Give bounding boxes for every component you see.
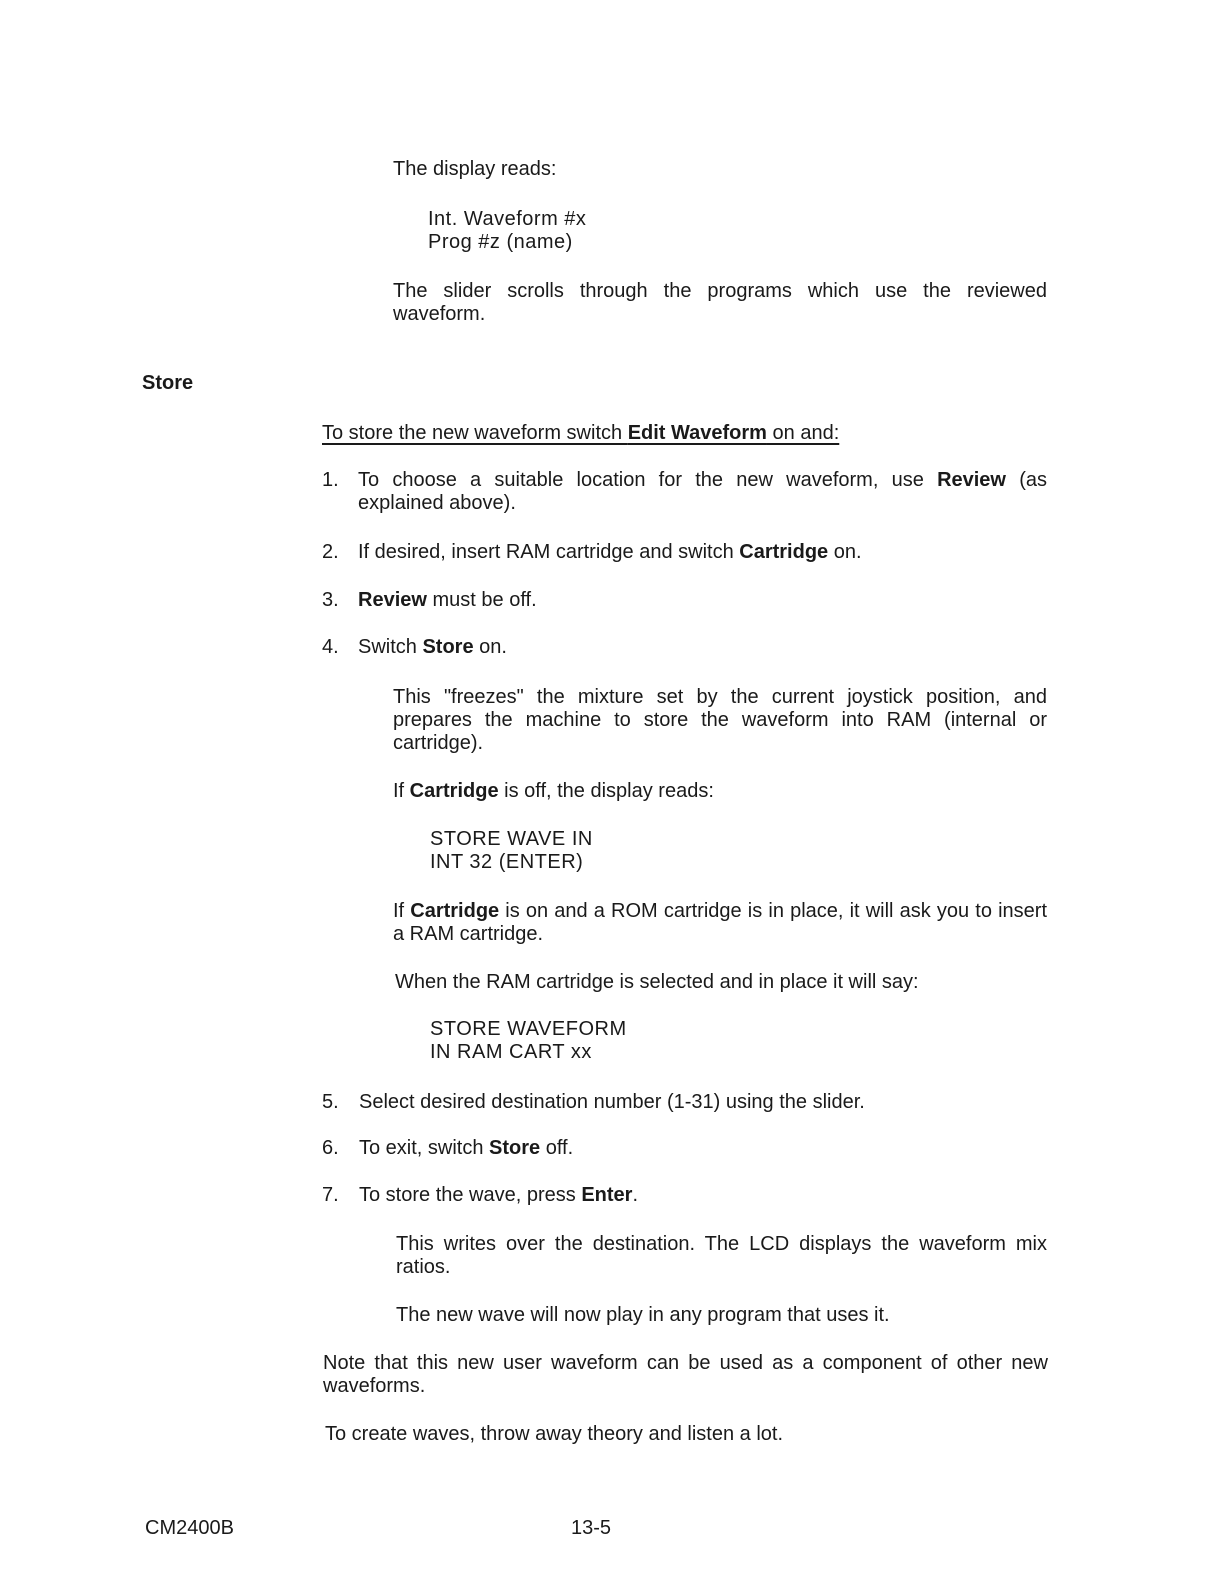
step-text [358, 469, 1047, 515]
step-text [359, 1137, 573, 1160]
step-text [359, 1184, 638, 1207]
freeze-paragraph: This "freezes" the mixture set by the current joystick position, and prepares the machine to store the waveform into RAM (internal or cartridge). [393, 686, 1047, 754]
display-line: Int. Waveform #x [428, 208, 587, 230]
step-text [358, 636, 507, 659]
store-instruction [322, 422, 839, 445]
new-wave-paragraph: The new wave will now play in any program that uses it. [396, 1304, 890, 1326]
step-text-pre: Switch [358, 636, 423, 658]
display-line: STORE WAVEFORM [430, 1018, 627, 1040]
step-text-bold: Review [358, 589, 427, 611]
step-text-post: off. [540, 1137, 574, 1159]
step-text-pre: To choose a suitable location for the new waveform, use [358, 469, 938, 491]
step-text: Select desired destination number (1-31) using the slider. [359, 1091, 865, 1113]
step-number: 5. [322, 1091, 339, 1113]
display-readout-waveform [428, 208, 586, 254]
cart-off-pre: If [393, 780, 410, 802]
closing-paragraph: To create waves, throw away theory and listen a lot. [325, 1423, 784, 1445]
display-readout-store-int [430, 828, 593, 874]
cart-on-post: is on and a ROM cartridge is in place, it will ask you to insert a RAM cartridge. [393, 900, 1047, 945]
step-text-post: on. [828, 541, 862, 563]
step-text [358, 541, 862, 564]
cart-on-bold: Cartridge [410, 900, 500, 922]
step-number: 7. [322, 1184, 339, 1206]
step-text [358, 589, 537, 612]
ram-selected-paragraph: When the RAM cartridge is selected and in place it will say: [395, 971, 919, 993]
note-paragraph: Note that this new user waveform can be used as a component of other new waveforms. [323, 1352, 1048, 1397]
footer-page-number: 13-5 [571, 1517, 612, 1539]
step-number: 6. [322, 1137, 339, 1159]
step-number: 1. [322, 469, 339, 491]
cartridge-off-paragraph [393, 780, 714, 803]
step-number: 3. [322, 589, 339, 611]
step-text-post: on. [473, 636, 507, 658]
step-text-post: . [632, 1184, 639, 1206]
step-text-bold: Store [489, 1137, 541, 1159]
cart-off-post: is off, the display reads: [498, 780, 714, 802]
display-line: Prog #z (name) [428, 231, 573, 253]
cart-on-pre: If [393, 900, 411, 922]
step-text-bold: Review [937, 469, 1006, 491]
cartridge-on-paragraph [393, 900, 1047, 946]
step-text-pre: If desired, insert RAM cartridge and switch [358, 541, 740, 563]
slider-note: The slider scrolls through the programs which use the reviewed waveform. [393, 280, 1047, 325]
step-number: 2. [322, 541, 339, 563]
instruction-bold: Edit Waveform [627, 422, 767, 444]
display-line: INT 32 (ENTER) [430, 851, 584, 873]
step-text-bold: Store [422, 636, 474, 658]
writes-over-paragraph: This writes over the destination. The LCD displays the waveform mix ratios. [396, 1233, 1047, 1278]
display-line: IN RAM CART xx [430, 1041, 592, 1063]
step-number: 4. [322, 636, 339, 658]
section-heading-store: Store [142, 372, 194, 394]
display-intro: The display reads: [393, 158, 557, 180]
instruction-text-end: on and: [766, 422, 840, 444]
step-text-bold: Cartridge [739, 541, 829, 563]
cart-off-bold: Cartridge [409, 780, 499, 802]
instruction-text: To store the new waveform switch [322, 422, 628, 444]
footer-doc-code: CM2400B [145, 1517, 234, 1539]
step-text-post: must be off. [426, 589, 537, 611]
display-line: STORE WAVE IN [430, 828, 593, 850]
step-text-pre: To store the wave, press [359, 1184, 582, 1206]
step-text-post: (as explained above). [358, 469, 1047, 514]
step-text-pre: To exit, switch [359, 1137, 490, 1159]
display-readout-store-ram [430, 1018, 627, 1064]
step-text-bold: Enter [581, 1184, 633, 1206]
